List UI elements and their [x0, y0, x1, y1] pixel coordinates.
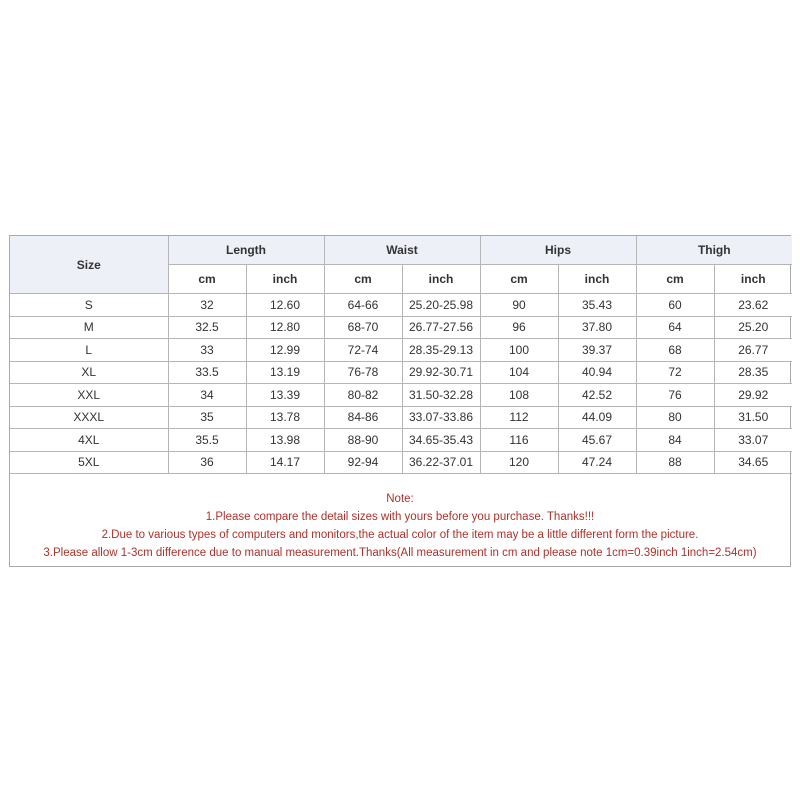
- size-cell: M: [10, 316, 168, 339]
- value-cell: 28.35: [714, 361, 792, 384]
- value-cell: 100: [480, 339, 558, 362]
- table-row: [10, 429, 792, 452]
- value-cell: 76: [636, 384, 714, 407]
- size-cell: S: [10, 294, 168, 317]
- value-cell: 112: [480, 406, 558, 429]
- value-cell: 72: [636, 361, 714, 384]
- value-cell: 60: [636, 294, 714, 317]
- value-cell: 36: [168, 451, 246, 474]
- value-cell: 25.20: [714, 316, 792, 339]
- value-cell: 108: [480, 384, 558, 407]
- value-cell: 42.52: [558, 384, 636, 407]
- group-header-length: Length: [168, 236, 324, 265]
- value-cell: 34.65-35.43: [402, 429, 480, 452]
- table-row: [10, 384, 792, 407]
- value-cell: 80: [636, 406, 714, 429]
- unit-header: inch: [246, 265, 324, 294]
- value-cell: 68: [636, 339, 714, 362]
- value-cell: 33.5: [168, 361, 246, 384]
- value-cell: 35.43: [558, 294, 636, 317]
- value-cell: 26.77: [714, 339, 792, 362]
- unit-header: cm: [168, 265, 246, 294]
- value-cell: 33: [168, 339, 246, 362]
- value-cell: 32: [168, 294, 246, 317]
- note-line-1: 1.Please compare the detail sizes with yours before you purchase. Thanks!!!: [205, 511, 595, 523]
- unit-header: inch: [402, 265, 480, 294]
- unit-header: cm: [636, 265, 714, 294]
- size-cell: 5XL: [10, 451, 168, 474]
- value-cell: 31.50: [714, 406, 792, 429]
- value-cell: 13.98: [246, 429, 324, 452]
- value-cell: 28.35-29.13: [402, 339, 480, 362]
- value-cell: 88-90: [324, 429, 402, 452]
- table-row: [10, 339, 792, 362]
- value-cell: 12.60: [246, 294, 324, 317]
- size-cell: 4XL: [10, 429, 168, 452]
- group-header-thigh: Thigh: [636, 236, 792, 265]
- value-cell: 34: [168, 384, 246, 407]
- value-cell: 40.94: [558, 361, 636, 384]
- value-cell: 25.20-25.98: [402, 294, 480, 317]
- value-cell: 32.5: [168, 316, 246, 339]
- table-row: [10, 451, 792, 474]
- value-cell: 12.99: [246, 339, 324, 362]
- unit-header: cm: [480, 265, 558, 294]
- value-cell: 13.19: [246, 361, 324, 384]
- value-cell: 34.65: [714, 451, 792, 474]
- value-cell: 13.78: [246, 406, 324, 429]
- value-cell: 26.77-27.56: [402, 316, 480, 339]
- value-cell: 116: [480, 429, 558, 452]
- value-cell: 90: [480, 294, 558, 317]
- value-cell: 76-78: [324, 361, 402, 384]
- value-cell: 33.07: [714, 429, 792, 452]
- value-cell: 44.09: [558, 406, 636, 429]
- value-cell: 80-82: [324, 384, 402, 407]
- value-cell: 88: [636, 451, 714, 474]
- size-cell: XXL: [10, 384, 168, 407]
- table-body: [10, 294, 792, 474]
- value-cell: 120: [480, 451, 558, 474]
- size-cell: XL: [10, 361, 168, 384]
- value-cell: 29.92-30.71: [402, 361, 480, 384]
- value-cell: 31.50-32.28: [402, 384, 480, 407]
- value-cell: 45.67: [558, 429, 636, 452]
- table-row: [10, 406, 792, 429]
- value-cell: 13.39: [246, 384, 324, 407]
- value-cell: 84: [636, 429, 714, 452]
- size-table: [10, 236, 792, 474]
- value-cell: 92-94: [324, 451, 402, 474]
- value-cell: 14.17: [246, 451, 324, 474]
- value-cell: 36.22-37.01: [402, 451, 480, 474]
- value-cell: 39.37: [558, 339, 636, 362]
- value-cell: 96: [480, 316, 558, 339]
- value-cell: 72-74: [324, 339, 402, 362]
- note-line-3: 3.Please allow 1-3cm difference due to manual measurement.Thanks(All measurement in cm and please note 1cm=0.39inch 1inch=2.54cm): [43, 547, 757, 559]
- size-column-header: Size: [10, 236, 168, 294]
- table-row: [10, 294, 792, 317]
- group-header-hips: Hips: [480, 236, 636, 265]
- value-cell: 64: [636, 316, 714, 339]
- note-line-2: 2.Due to various types of computers and monitors,the actual color of the item may be a little different form the picture.: [101, 529, 699, 541]
- table-row: [10, 361, 792, 384]
- value-cell: 33.07-33.86: [402, 406, 480, 429]
- value-cell: 64-66: [324, 294, 402, 317]
- unit-header: cm: [324, 265, 402, 294]
- size-chart: [9, 235, 791, 567]
- value-cell: 35.5: [168, 429, 246, 452]
- unit-header: inch: [714, 265, 792, 294]
- size-cell: XXXL: [10, 406, 168, 429]
- table-row: [10, 316, 792, 339]
- notes-title: Note:: [386, 493, 414, 505]
- group-header-waist: Waist: [324, 236, 480, 265]
- value-cell: 68-70: [324, 316, 402, 339]
- notes-section: [10, 474, 790, 566]
- value-cell: 35: [168, 406, 246, 429]
- value-cell: 47.24: [558, 451, 636, 474]
- value-cell: 12.80: [246, 316, 324, 339]
- value-cell: 29.92: [714, 384, 792, 407]
- value-cell: 37.80: [558, 316, 636, 339]
- value-cell: 104: [480, 361, 558, 384]
- value-cell: 23.62: [714, 294, 792, 317]
- unit-header: inch: [558, 265, 636, 294]
- value-cell: 84-86: [324, 406, 402, 429]
- size-cell: L: [10, 339, 168, 362]
